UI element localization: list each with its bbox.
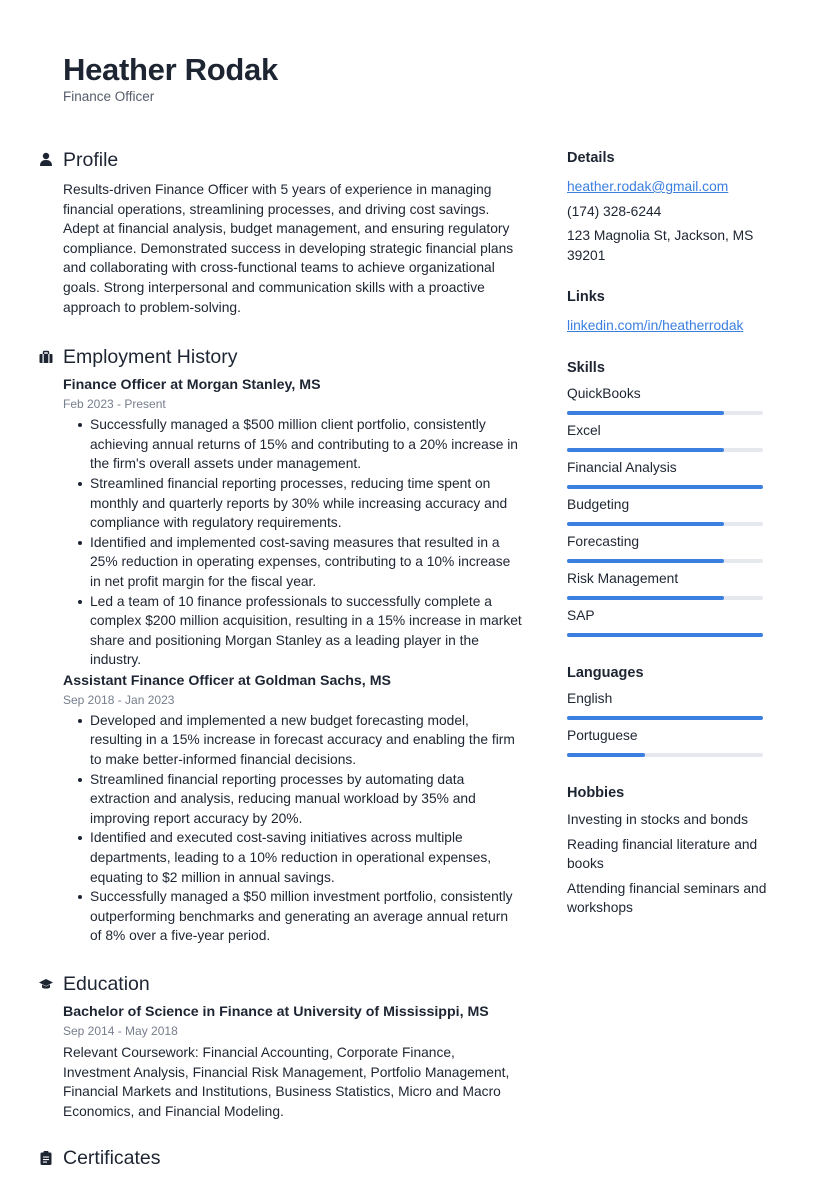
education-title: Education bbox=[63, 973, 150, 995]
details-section bbox=[567, 148, 777, 265]
certificates-title: Certificates bbox=[63, 1147, 161, 1170]
skill-level-fill bbox=[567, 596, 724, 600]
skill-level-bar bbox=[567, 448, 763, 452]
hobby-item: Attending financial seminars and workshops bbox=[567, 880, 767, 916]
skill-level-bar bbox=[567, 485, 763, 489]
certificates-section bbox=[63, 1146, 523, 1170]
job-entry bbox=[63, 671, 523, 946]
language-level-bar bbox=[567, 716, 763, 720]
job-dates: Feb 2023 - Present bbox=[63, 397, 166, 412]
skill-item bbox=[567, 384, 777, 415]
language-level-fill bbox=[567, 716, 763, 720]
education-dates: Sep 2014 - May 2018 bbox=[63, 1024, 178, 1038]
main-column bbox=[63, 148, 523, 1170]
list-item: Successfully managed a $500 million client portfolio, consistently achieving annual returns of 15% and contributing to a 20% increase in the firm's overall assets under management. bbox=[90, 415, 523, 474]
language-name: Portuguese bbox=[567, 727, 638, 743]
language-level-bar bbox=[567, 753, 763, 757]
candidate-role: Finance Officer bbox=[63, 89, 155, 104]
job-entry bbox=[63, 375, 523, 670]
email-link[interactable]: heather.rodak@gmail.com bbox=[567, 179, 729, 194]
clipboard-icon bbox=[39, 1151, 53, 1165]
resume-header bbox=[63, 52, 278, 105]
languages-list bbox=[567, 689, 777, 757]
job-title: Assistant Finance Officer at Goldman Sachs, MS bbox=[63, 672, 391, 689]
skill-name: Forecasting bbox=[567, 533, 640, 549]
employment-section bbox=[63, 345, 523, 946]
candidate-name: Heather Rodak bbox=[63, 52, 278, 87]
address: 123 Magnolia St, Jackson, MS 39201 bbox=[567, 228, 754, 263]
job-title: Finance Officer at Morgan Stanley, MS bbox=[63, 377, 321, 394]
languages-title: Languages bbox=[567, 664, 644, 681]
skill-level-fill bbox=[567, 411, 724, 415]
list-item: Developed and implemented a new budget forecasting model, resulting in a 15% increase in forecast accuracy and enabling the firm to make better-informed financial decisions. bbox=[90, 711, 523, 770]
links-section bbox=[567, 287, 777, 336]
employment-title: Employment History bbox=[63, 346, 238, 369]
skill-item bbox=[567, 606, 777, 637]
list-item: Identified and executed cost-saving initiatives across multiple departments, leading to a 10% reduction in operational expenses, equating to $2 million in annual savings. bbox=[90, 828, 523, 887]
job-dates: Sep 2018 - Jan 2023 bbox=[63, 692, 175, 707]
list-item: Identified and implemented cost-saving measures that resulted in a 25% reduction in operating expenses, contributing to a 10% increase in net profit margin for the fiscal year. bbox=[90, 533, 523, 592]
list-item: Streamlined financial reporting processes by automating data extraction and analysis, reducing manual workload by 35% and improving report accuracy by 20%. bbox=[90, 770, 523, 829]
hobbies-title: Hobbies bbox=[567, 784, 625, 801]
skill-name: Financial Analysis bbox=[567, 459, 677, 475]
skill-level-bar bbox=[567, 559, 763, 563]
skill-level-fill bbox=[567, 633, 763, 637]
language-level-fill bbox=[567, 753, 645, 757]
briefcase-icon bbox=[39, 350, 53, 364]
skill-level-bar bbox=[567, 596, 763, 600]
skill-level-bar bbox=[567, 522, 763, 526]
skill-level-bar bbox=[567, 411, 763, 415]
graduation-cap-icon bbox=[39, 977, 53, 991]
person-icon bbox=[39, 152, 53, 166]
skill-level-fill bbox=[567, 559, 724, 563]
skill-level-bar bbox=[567, 633, 763, 637]
education-section bbox=[63, 972, 523, 1121]
job-bullets bbox=[63, 415, 523, 670]
skill-item bbox=[567, 495, 777, 526]
skill-name: SAP bbox=[567, 607, 595, 623]
profile-title: Profile bbox=[63, 149, 119, 171]
skill-level-fill bbox=[567, 522, 724, 526]
links-title: Links bbox=[567, 289, 605, 306]
skill-level-fill bbox=[567, 485, 763, 489]
language-name: English bbox=[567, 690, 613, 706]
skills-list bbox=[567, 384, 777, 637]
phone-number: (174) 328-6244 bbox=[567, 203, 662, 219]
hobby-item: Reading financial literature and books bbox=[567, 836, 758, 872]
linkedin-link[interactable]: linkedin.com/in/heatherrodak bbox=[567, 318, 744, 334]
skill-level-fill bbox=[567, 448, 724, 452]
education-text: Relevant Coursework: Financial Accounting, Corporate Finance, Investment Analysis, Financial Risk Management, Portfolio Management, Financial Markets and Institutions, Business Statistics, Micro and Macro Economics, and Financial Modeling. bbox=[63, 1045, 510, 1119]
skill-item bbox=[567, 421, 777, 452]
job-bullets bbox=[63, 711, 523, 946]
skills-title: Skills bbox=[567, 359, 605, 376]
list-item: Successfully managed a $50 million investment portfolio, consistently outperforming benchmarks and generating an average annual return of 8% over a five-year period. bbox=[90, 887, 523, 946]
languages-section bbox=[567, 663, 777, 757]
profile-section bbox=[63, 148, 523, 317]
list-item: Streamlined financial reporting processes, reducing time spent on monthly and quarterly reports by 30% while increasing accuracy and compliance with regulatory requirements. bbox=[90, 474, 523, 533]
profile-text: Results-driven Finance Officer with 5 years of experience in managing financial operations, streamlining processes, and driving cost savings. Adept at financial analysis, budget management, and ensuring regulatory compliance. Demonstrated success in developing strategic financial plans and collaborating with cross-functional teams to achieve organizational goals. Strong interpersonal and communication skills with a proactive approach to problem-solving. bbox=[63, 182, 514, 315]
details-title: Details bbox=[567, 150, 615, 166]
language-item bbox=[567, 726, 777, 757]
language-item bbox=[567, 689, 777, 720]
skills-section bbox=[567, 358, 777, 637]
degree-title: Bachelor of Science in Finance at University of Mississippi, MS bbox=[63, 1004, 489, 1020]
skill-name: QuickBooks bbox=[567, 385, 641, 401]
skill-item bbox=[567, 458, 777, 489]
skill-item bbox=[567, 532, 777, 563]
list-item: Led a team of 10 finance professionals to successfully complete a complex $200 million acquisition, resulting in a 15% increase in market share and positioning Morgan Stanley as a leading player in the industry. bbox=[90, 592, 523, 670]
skill-name: Excel bbox=[567, 422, 601, 438]
hobbies-section bbox=[567, 783, 777, 918]
sidebar-column bbox=[567, 148, 777, 918]
hobby-item: Investing in stocks and bonds bbox=[567, 811, 749, 827]
skill-item bbox=[567, 569, 777, 600]
skill-name: Budgeting bbox=[567, 496, 630, 512]
skill-name: Risk Management bbox=[567, 570, 679, 586]
